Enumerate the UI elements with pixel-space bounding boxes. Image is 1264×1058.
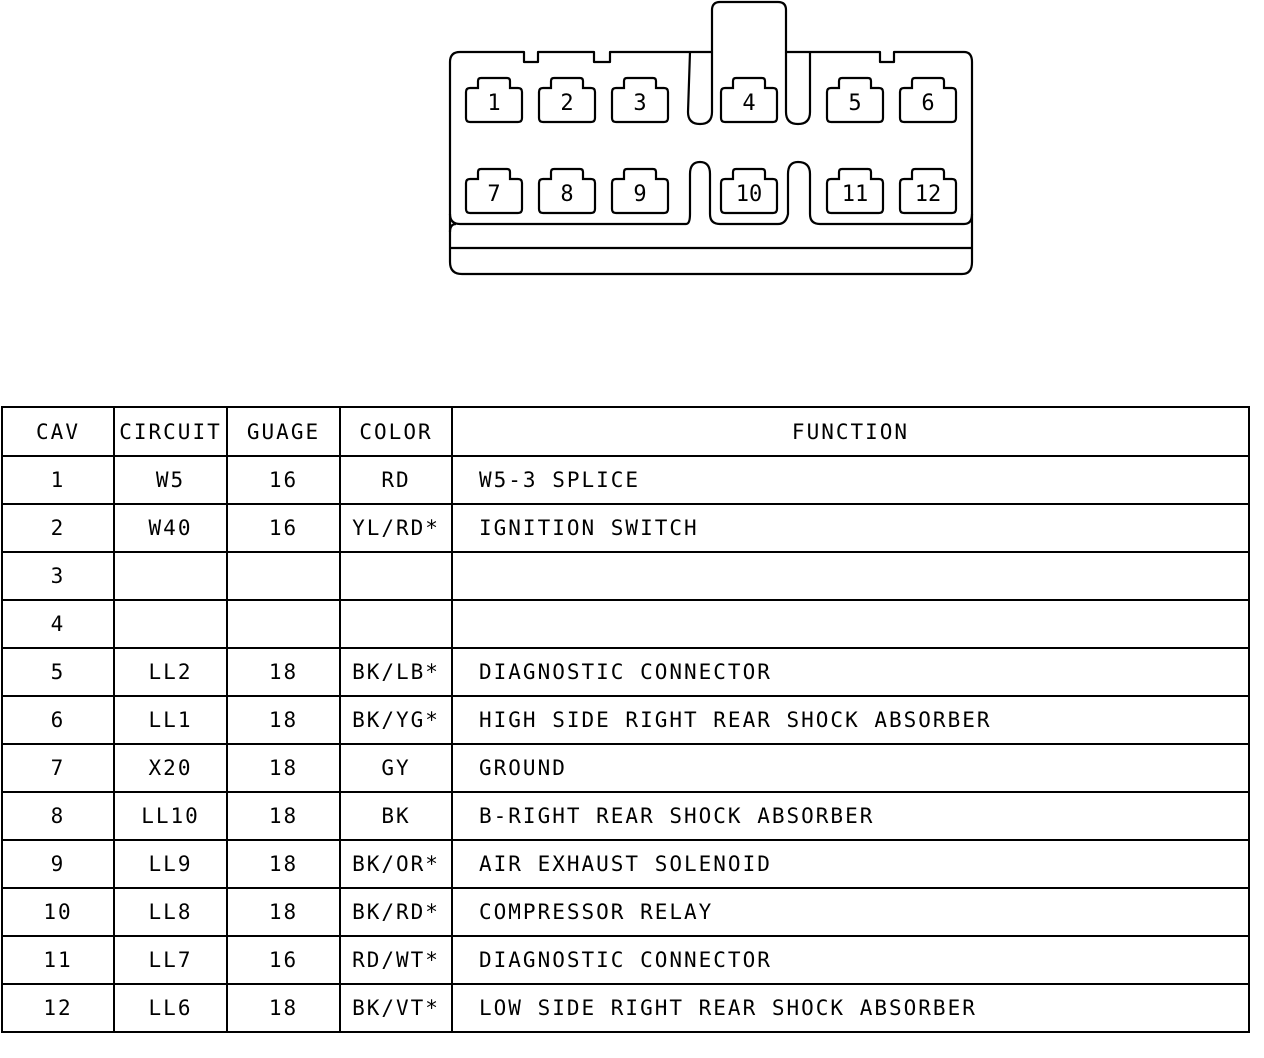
cav-cell: 11	[2, 936, 114, 984]
cavity-number: 9	[633, 182, 647, 207]
function-cell: B-RIGHT REAR SHOCK ABSORBER	[452, 792, 1249, 840]
cavity-5	[827, 78, 883, 122]
color-cell	[340, 552, 452, 600]
connector-channel-right	[786, 52, 810, 124]
function-cell	[452, 600, 1249, 648]
cav-cell: 6	[2, 696, 114, 744]
cavity-9	[612, 169, 668, 213]
cavity-3	[612, 78, 668, 122]
cavity-12	[900, 169, 956, 213]
cavity-1	[466, 78, 522, 122]
gauge-cell: 16	[227, 936, 340, 984]
function-cell: DIAGNOSTIC CONNECTOR	[452, 936, 1249, 984]
table-header-row	[2, 407, 1249, 456]
cavity-number: 3	[633, 91, 647, 116]
connector-diagram	[0, 0, 1264, 300]
function-cell: DIAGNOSTIC CONNECTOR	[452, 648, 1249, 696]
cavity-6	[900, 78, 956, 122]
circuit-cell: LL10	[114, 792, 227, 840]
cav-cell: 1	[2, 456, 114, 504]
function-cell: GROUND	[452, 744, 1249, 792]
table-row	[2, 552, 1249, 600]
cavity-8	[539, 169, 595, 213]
gauge-cell: 18	[227, 888, 340, 936]
table-row	[2, 456, 1249, 504]
gauge-cell	[227, 552, 340, 600]
table-row	[2, 792, 1249, 840]
cav-cell: 10	[2, 888, 114, 936]
function-cell: HIGH SIDE RIGHT REAR SHOCK ABSORBER	[452, 696, 1249, 744]
function-cell: AIR EXHAUST SOLENOID	[452, 840, 1249, 888]
color-cell: RD	[340, 456, 452, 504]
circuit-cell: W40	[114, 504, 227, 552]
gauge-cell: 18	[227, 648, 340, 696]
cav-cell: 12	[2, 984, 114, 1032]
pin-table	[1, 406, 1250, 1033]
cavity-number: 7	[487, 182, 501, 207]
cavity-4	[721, 78, 777, 122]
circuit-cell: LL8	[114, 888, 227, 936]
gauge-cell: 18	[227, 696, 340, 744]
cav-cell: 8	[2, 792, 114, 840]
circuit-cell: LL6	[114, 984, 227, 1032]
circuit-cell: LL9	[114, 840, 227, 888]
connector-base-bottom	[450, 262, 972, 274]
table-row	[2, 504, 1249, 552]
cavity-number: 11	[841, 182, 869, 207]
function-cell: LOW SIDE RIGHT REAR SHOCK ABSORBER	[452, 984, 1249, 1032]
gauge-cell: 18	[227, 792, 340, 840]
function-cell: COMPRESSOR RELAY	[452, 888, 1249, 936]
cavity-number: 5	[848, 91, 862, 116]
cav-cell: 7	[2, 744, 114, 792]
table-row	[2, 744, 1249, 792]
cavity-number: 1	[487, 91, 501, 116]
color-cell: RD/WT*	[340, 936, 452, 984]
connector-base-top	[450, 224, 456, 232]
cav-cell: 3	[2, 552, 114, 600]
circuit-cell: LL1	[114, 696, 227, 744]
circuit-cell	[114, 552, 227, 600]
header-gauge: GUAGE	[227, 407, 340, 456]
cavity-number: 12	[914, 182, 942, 207]
cav-cell: 9	[2, 840, 114, 888]
circuit-cell: W5	[114, 456, 227, 504]
gauge-cell	[227, 600, 340, 648]
header-cav: CAV	[2, 407, 114, 456]
color-cell: BK/LB*	[340, 648, 452, 696]
cavity-number: 8	[560, 182, 574, 207]
gauge-cell: 18	[227, 744, 340, 792]
table-row	[2, 600, 1249, 648]
color-cell: YL/RD*	[340, 504, 452, 552]
cavity-number: 6	[921, 91, 935, 116]
header-function: FUNCTION	[452, 407, 1249, 456]
color-cell	[340, 600, 452, 648]
cav-cell: 2	[2, 504, 114, 552]
cavity-7	[466, 169, 522, 213]
cavity-number: 4	[742, 91, 756, 116]
connector-lower-divider	[450, 162, 972, 224]
function-cell: IGNITION SWITCH	[452, 504, 1249, 552]
function-cell: W5-3 SPLICE	[452, 456, 1249, 504]
table-row	[2, 984, 1249, 1032]
cavity-2	[539, 78, 595, 122]
table-row	[2, 696, 1249, 744]
circuit-cell: LL7	[114, 936, 227, 984]
table-row	[2, 840, 1249, 888]
gauge-cell: 16	[227, 504, 340, 552]
cavity-11	[827, 169, 883, 213]
circuit-cell: LL2	[114, 648, 227, 696]
table-row	[2, 648, 1249, 696]
cavity-number: 2	[560, 91, 574, 116]
table-row	[2, 888, 1249, 936]
color-cell: BK	[340, 792, 452, 840]
gauge-cell: 16	[227, 456, 340, 504]
gauge-cell: 18	[227, 984, 340, 1032]
color-cell: BK/RD*	[340, 888, 452, 936]
circuit-cell: X20	[114, 744, 227, 792]
color-cell: BK/OR*	[340, 840, 452, 888]
cavity-number: 10	[735, 182, 763, 207]
circuit-cell	[114, 600, 227, 648]
connector-channel-left	[688, 52, 712, 124]
table-row	[2, 936, 1249, 984]
header-circuit: CIRCUIT	[114, 407, 227, 456]
cavity-10	[721, 169, 777, 213]
color-cell: BK/VT*	[340, 984, 452, 1032]
color-cell: BK/YG*	[340, 696, 452, 744]
pin-table-body	[2, 456, 1249, 1032]
header-color: COLOR	[340, 407, 452, 456]
cav-cell: 5	[2, 648, 114, 696]
function-cell	[452, 552, 1249, 600]
gauge-cell: 18	[227, 840, 340, 888]
color-cell: GY	[340, 744, 452, 792]
cav-cell: 4	[2, 600, 114, 648]
